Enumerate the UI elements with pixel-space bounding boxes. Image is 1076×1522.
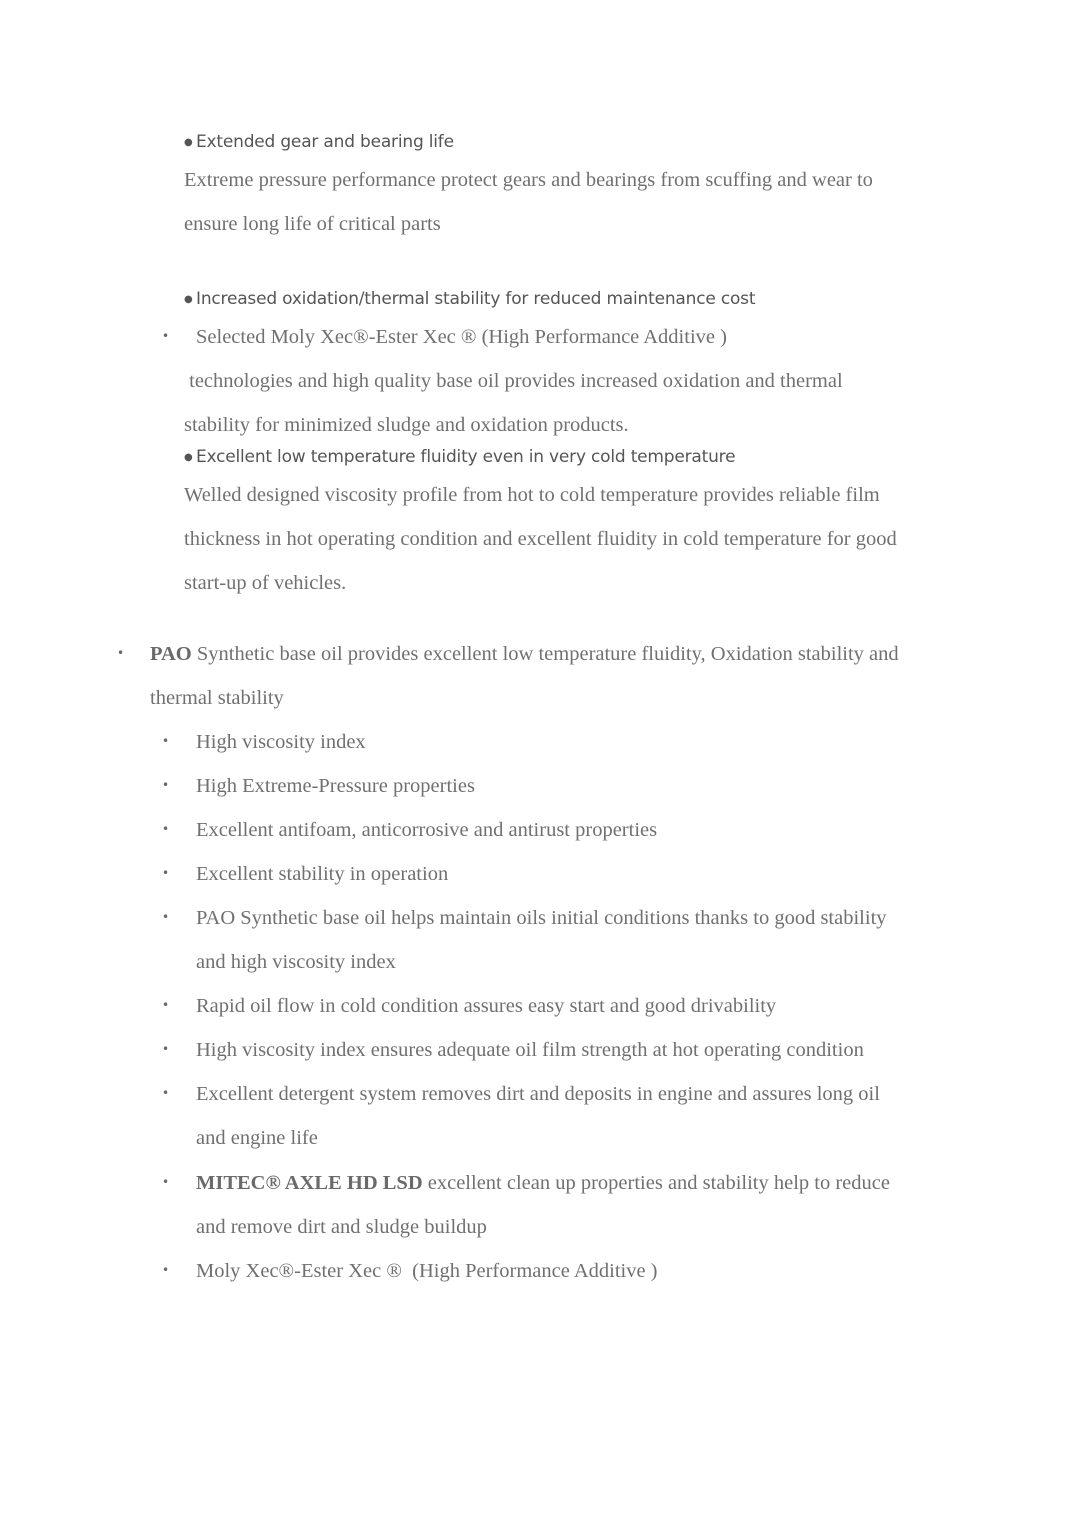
pao-intro-line <box>150 632 899 676</box>
bullet-icon: ● <box>184 294 193 305</box>
list-item: PAO Synthetic base oil helps maintain oils initial conditions thanks to good stability <box>196 907 887 929</box>
list-item: Moly Xec®-Ester Xec ® (High Performance Additive ) <box>196 1260 658 1282</box>
paragraph-line: thickness in hot operating condition and excellent fluidity in cold temperature for good <box>184 528 897 550</box>
bullet-icon: • <box>162 734 170 748</box>
bullet-icon: • <box>162 1086 170 1100</box>
paragraph-line: technologies and high quality base oil provides increased oxidation and thermal <box>184 370 843 392</box>
list-item-continuation: and high viscosity index <box>196 951 396 973</box>
paragraph-line: start-up of vehicles. <box>184 572 347 594</box>
bullet-icon: • <box>162 1175 170 1189</box>
list-item: High viscosity index <box>196 731 366 753</box>
bullet-icon: ● <box>184 452 193 463</box>
bullet-icon: • <box>162 1263 170 1277</box>
bullet-icon: • <box>117 646 125 660</box>
paragraph-line: Selected Moly Xec®-Ester Xec ® (High Performance Additive ) <box>196 326 727 348</box>
paragraph-line: Welled designed viscosity profile from hot to cold temperature provides reliable film <box>184 484 880 506</box>
list-item: High Extreme-Pressure properties <box>196 775 475 797</box>
paragraph-line: stability for minimized sludge and oxidation products. <box>184 414 629 436</box>
list-item: Excellent stability in operation <box>196 863 449 885</box>
bullet-icon: • <box>162 866 170 880</box>
bullet-icon: • <box>162 778 170 792</box>
bullet-icon: ● <box>184 137 193 148</box>
bullet-icon: • <box>162 822 170 836</box>
list-item: Rapid oil flow in cold condition assures easy start and good drivability <box>196 995 777 1017</box>
pao-intro-text: Synthetic base oil provides excellent low temperature fluidity, Oxidation stability and <box>191 643 899 665</box>
bullet-icon: • <box>162 1042 170 1056</box>
pao-bold-term: PAO <box>150 643 192 665</box>
bullet-icon: • <box>162 329 170 343</box>
product-name: MITEC® AXLE HD LSD <box>196 1172 423 1194</box>
list-item-text: excellent clean up properties and stability help to reduce <box>422 1172 890 1194</box>
list-item: Excellent antifoam, anticorrosive and antirust properties <box>196 819 658 841</box>
bullet-icon: • <box>162 998 170 1012</box>
list-item: High viscosity index ensures adequate oil film strength at hot operating condition <box>196 1039 864 1061</box>
bullet-icon: • <box>162 910 170 924</box>
heading-oxidation-stability: Increased oxidation/thermal stability for reduced maintenance cost <box>196 289 756 309</box>
paragraph-line: Extreme pressure performance protect gears and bearings from scuffing and wear to <box>184 169 873 191</box>
paragraph-line: ensure long life of critical parts <box>184 213 441 235</box>
list-item-continuation: and engine life <box>196 1127 318 1149</box>
list-item: Excellent detergent system removes dirt and deposits in engine and assures long oil <box>196 1083 880 1105</box>
heading-extended-gear: Extended gear and bearing life <box>196 132 454 152</box>
paragraph-line: thermal stability <box>150 687 284 709</box>
heading-low-temperature: Excellent low temperature fluidity even in very cold temperature <box>196 447 736 467</box>
list-item <box>196 1161 890 1205</box>
list-item-continuation: and remove dirt and sludge buildup <box>196 1216 487 1238</box>
